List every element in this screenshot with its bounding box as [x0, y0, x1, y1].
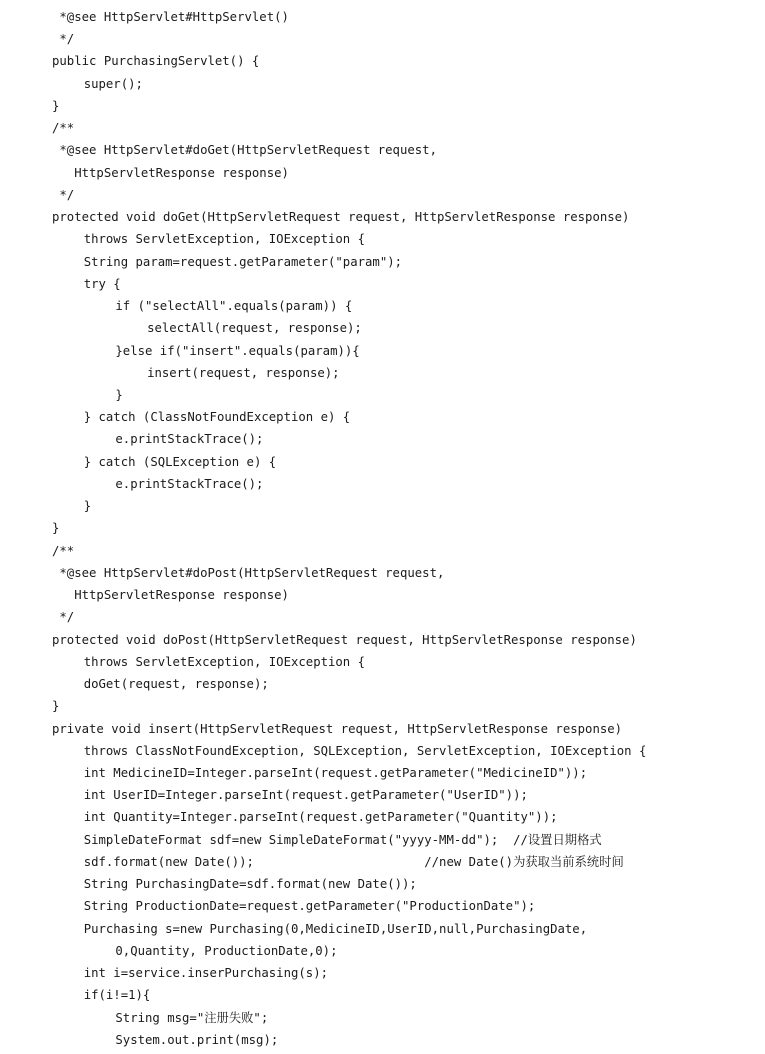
code-listing	[0, 6, 765, 1051]
code-line: } catch (ClassNotFoundException e) {	[83, 410, 351, 425]
code-line: String msg="注册失败";	[115, 1010, 269, 1025]
code-line: sdf.format(new Date()); //new Date()为获取当前系统时间	[83, 854, 624, 869]
code-line: }else if("insert".equals(param)){	[115, 343, 360, 358]
code-line: HttpServletResponse response)	[52, 165, 289, 180]
code-line: int Quantity=Integer.parseInt(request.getParameter("Quantity"));	[83, 810, 558, 825]
code-line: protected void doGet(HttpServletRequest request, HttpServletResponse response)	[52, 210, 630, 225]
code-line: *@see HttpServlet#HttpServlet()	[52, 10, 289, 24]
code-line: int MedicineID=Integer.parseInt(request.getParameter("MedicineID"));	[83, 765, 588, 780]
code-line: */	[52, 610, 75, 625]
code-line: 0,Quantity, ProductionDate,0);	[115, 943, 338, 958]
code-line: String ProductionDate=request.getParameter("ProductionDate");	[83, 899, 536, 914]
code-line: doGet(request, response);	[83, 677, 269, 692]
code-line: }	[52, 699, 60, 714]
code-line: try {	[83, 276, 121, 291]
code-line: throws ServletException, IOException {	[83, 654, 366, 669]
code-line: }	[115, 387, 123, 402]
code-line: int UserID=Integer.parseInt(request.getParameter("UserID"));	[83, 788, 528, 803]
code-line: if(i!=1){	[83, 988, 151, 1003]
code-line: }	[52, 98, 60, 113]
code-line: super();	[83, 76, 143, 91]
code-line: e.printStackTrace();	[115, 432, 264, 447]
code-line: SimpleDateFormat sdf=new SimpleDateFormat("yyyy-MM-dd"); //设置日期格式	[83, 832, 602, 847]
code-line: e.printStackTrace();	[115, 476, 264, 491]
code-line: /**	[52, 543, 75, 558]
code-line: throws ClassNotFoundException, SQLException, ServletException, IOException {	[83, 743, 647, 758]
code-line: *@see HttpServlet#doPost(HttpServletRequest request,	[52, 565, 445, 580]
code-line: selectAll(request, response);	[147, 321, 362, 336]
code-line: insert(request, response);	[147, 365, 340, 380]
code-line: */	[52, 187, 75, 202]
code-line: throws ServletException, IOException {	[83, 232, 366, 247]
code-line: } catch (SQLException e) {	[83, 454, 277, 469]
code-line: }	[83, 499, 92, 514]
code-line: public PurchasingServlet() {	[52, 54, 260, 69]
code-line: HttpServletResponse response)	[52, 588, 289, 603]
code-line: int i=service.inserPurchasing(s);	[83, 966, 328, 981]
code-line: *@see HttpServlet#doGet(HttpServletRequest request,	[52, 143, 437, 158]
code-line: Purchasing s=new Purchasing(0,MedicineID,UserID,null,PurchasingDate,	[83, 921, 588, 936]
code-line: private void insert(HttpServletRequest request, HttpServletResponse response)	[52, 721, 623, 736]
code-line: if ("selectAll".equals(param)) {	[115, 299, 353, 314]
code-line: System.out.print(msg);	[115, 1032, 279, 1047]
code-line: protected void doPost(HttpServletRequest request, HttpServletResponse response)	[52, 632, 637, 647]
code-line: /**	[52, 121, 75, 136]
code-line: */	[52, 32, 75, 47]
code-line: String PurchasingDate=sdf.format(new Date());	[83, 877, 417, 892]
code-line: String param=request.getParameter("param");	[83, 254, 403, 269]
code-line: }	[52, 521, 60, 536]
